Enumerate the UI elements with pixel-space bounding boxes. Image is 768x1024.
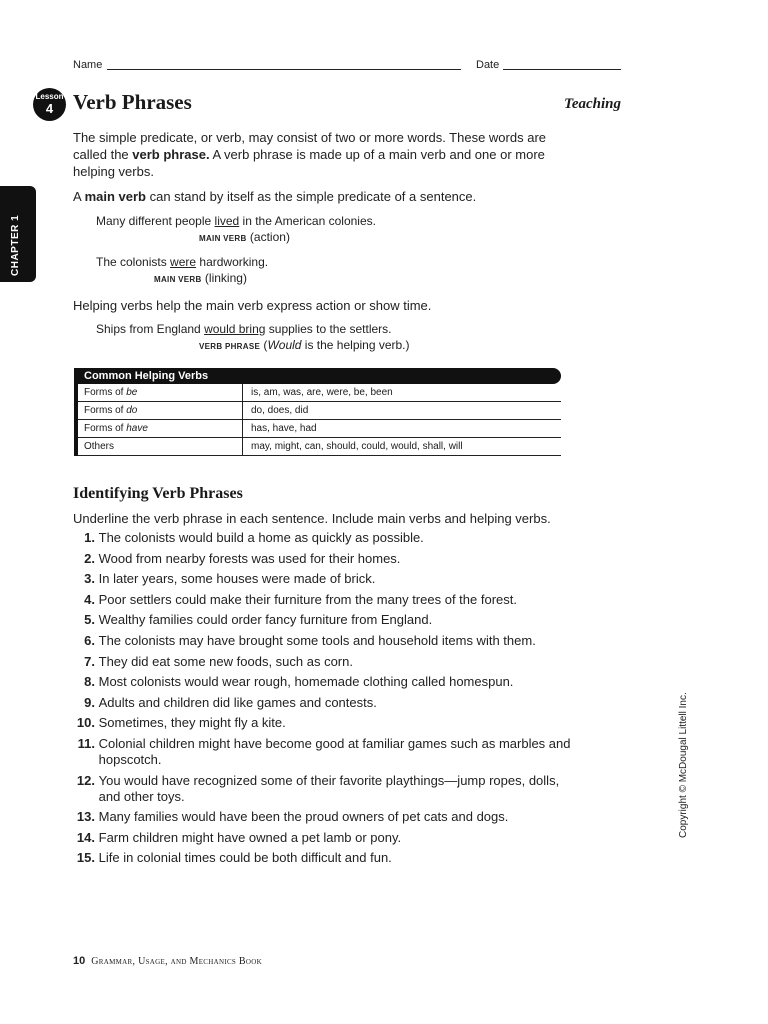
date-field-line[interactable] — [503, 69, 621, 70]
list-item[interactable]: 2. Wood from nearby forests was used for their homes. — [84, 550, 401, 566]
name-label: Name — [73, 59, 103, 71]
name-field-line[interactable] — [107, 69, 461, 70]
example-sentence-2: The colonists were hardworking. — [96, 255, 269, 269]
table-cell-verbs: may, might, can, should, could, would, shall, will — [251, 441, 463, 452]
table-cell-form: Forms of be — [78, 384, 243, 401]
list-item[interactable]: 10. Sometimes, they might fly a kite. — [76, 715, 286, 731]
table-row — [78, 420, 561, 438]
exercise-instructions: Underline the verb phrase in each sentence. Include main verbs and helping verbs. — [73, 511, 551, 526]
lesson-badge — [33, 88, 66, 121]
exercise-list — [73, 530, 593, 871]
date-label: Date — [476, 59, 500, 71]
list-item[interactable]: 13. Many families would have been the proud owners of pet cats and dogs. — [76, 809, 509, 825]
table-cell-form: Others — [78, 438, 243, 455]
table-cell-verbs: do, does, did — [251, 405, 309, 416]
teaching-label: Teaching — [564, 96, 621, 112]
table-cell-form: Forms of have — [78, 420, 243, 437]
chapter-tab — [0, 186, 36, 282]
copyright-notice: Copyright © McDougal Littell Inc. — [678, 692, 689, 838]
term-verb-phrase: verb phrase. — [132, 147, 210, 162]
term-main-verb: main verb — [84, 189, 146, 204]
list-item[interactable]: 9. Adults and children did like games and contests. — [84, 694, 377, 710]
helping-verbs-table — [74, 368, 561, 456]
list-item[interactable]: 6. The colonists may have brought some tools and household items with them. — [84, 632, 536, 648]
list-item[interactable]: 12. You would have recognized some of their favorite playthings—jump ropes, dolls, and other toys. — [76, 772, 560, 804]
lesson-badge-number: 4 — [45, 101, 54, 116]
example-label-2: MAIN VERB (linking) — [154, 271, 247, 285]
main-verb-paragraph: A main verb can stand by itself as the simple predicate of a sentence. — [73, 189, 477, 204]
list-item[interactable]: 15. Life in colonial times could be both difficult and fun. — [76, 850, 392, 866]
table-row — [78, 438, 561, 456]
example-label-3: VERB PHRASE (Would is the helping verb.) — [199, 338, 410, 352]
page-number: 10 — [73, 955, 86, 967]
helping-verbs-paragraph: Helping verbs help the main verb express action or show time. — [73, 298, 432, 313]
list-item[interactable]: 14. Farm children might have owned a pet lamb or pony. — [76, 829, 402, 845]
example-label-1: MAIN VERB (action) — [199, 230, 290, 244]
table-cell-form: Forms of do — [78, 402, 243, 419]
list-item[interactable]: 4. Poor settlers could make their furniture from the many trees of the forest. — [84, 591, 517, 607]
table-body — [74, 384, 561, 456]
list-item[interactable]: 3. In later years, some houses were made of brick. — [84, 571, 376, 587]
example-sentence-3: Ships from England would bring supplies to the settlers. — [96, 322, 392, 336]
exercise-title: Identifying Verb Phrases — [73, 485, 243, 502]
list-item[interactable]: 1. The colonists would build a home as quickly as possible. — [84, 530, 424, 545]
table-row — [78, 384, 561, 402]
table-cell-verbs: is, am, was, are, were, be, been — [251, 387, 393, 398]
chapter-tab-label: CHAPTER 1 — [10, 214, 21, 276]
intro-paragraph: The simple predicate, or verb, may consist of two or more words. These words are called the verb phrase. A verb phrase is made up of a main verb and one or more helping verbs. — [73, 130, 547, 179]
book-title: Grammar, Usage, and Mechanics Book — [91, 956, 262, 967]
page-title: Verb Phrases — [73, 90, 192, 114]
example-sentence-1: Many different people lived in the American colonies. — [96, 214, 376, 228]
list-item[interactable]: 8. Most colonists would wear rough, homemade clothing called homespun. — [84, 674, 514, 690]
table-heading: Common Helping Verbs — [74, 368, 561, 384]
lesson-badge-label: Lesson — [35, 92, 64, 101]
list-item[interactable]: 5. Wealthy families could order fancy furniture from England. — [84, 612, 433, 628]
page-footer — [73, 955, 262, 967]
table-cell-verbs: has, have, had — [251, 423, 317, 434]
table-row — [78, 402, 561, 420]
list-item[interactable]: 7. They did eat some new foods, such as corn. — [84, 653, 353, 669]
list-item[interactable]: 11. Colonial children might have become good at familiar games such as marbles and hopscotch. — [77, 735, 571, 767]
